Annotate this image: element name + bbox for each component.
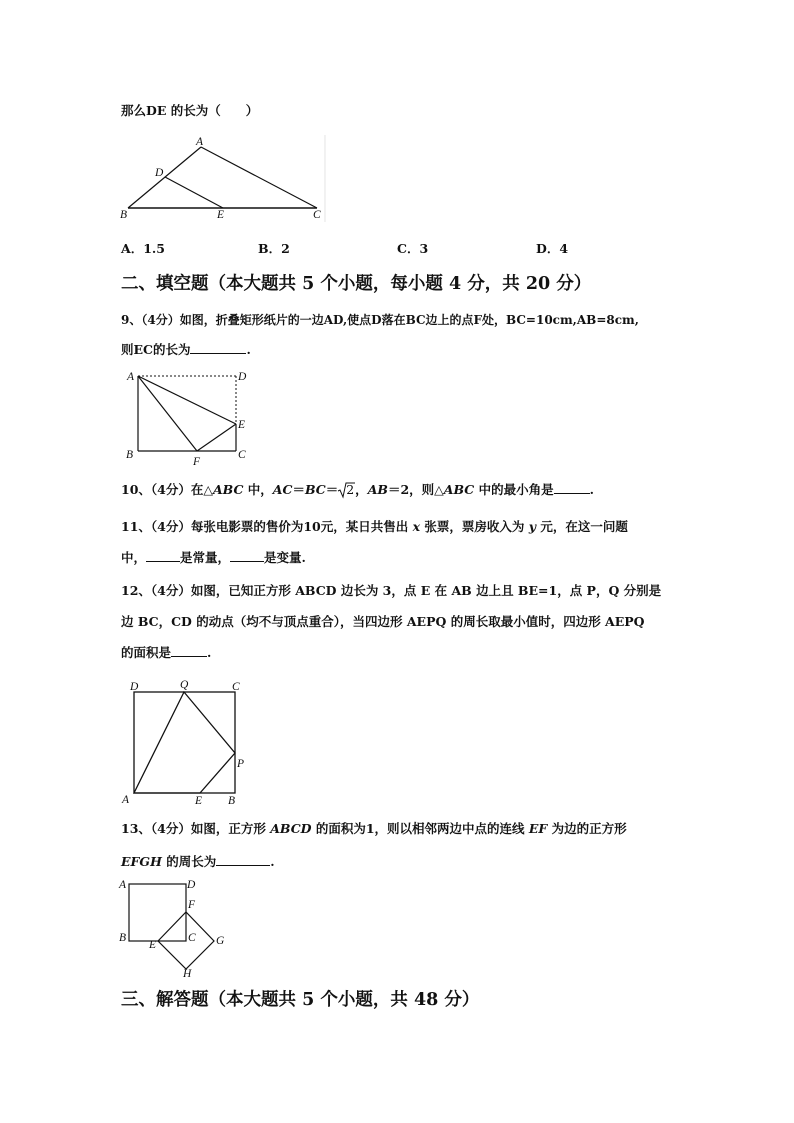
q8-option-a: A．1.5 bbox=[121, 241, 165, 256]
q9-rectangle-figure bbox=[122, 364, 257, 470]
q8-label-e: E bbox=[217, 209, 225, 221]
q9-line-2-prefix: 则EC的长为 bbox=[121, 342, 191, 357]
q10-line bbox=[121, 481, 594, 499]
q8-option-d: D．4 bbox=[536, 241, 569, 256]
q12-label-p: P bbox=[237, 758, 245, 770]
q11-blank-variable bbox=[230, 549, 264, 562]
q10-answer-blank bbox=[554, 481, 590, 494]
q9-answer-blank bbox=[190, 341, 246, 354]
q13-label-d: D bbox=[187, 879, 196, 891]
q13-ef: EF bbox=[528, 821, 548, 836]
q10-sqrt-sign bbox=[337, 481, 355, 499]
q8-option-b: B．2 bbox=[258, 241, 290, 256]
q13-abcd: ABCD bbox=[270, 821, 312, 836]
q10-bc: BC bbox=[304, 482, 326, 497]
q10-comma: ， bbox=[355, 482, 368, 497]
q8-option-c: C．3 bbox=[397, 241, 429, 256]
q13-line-2 bbox=[121, 853, 275, 871]
q10-mid-1: 中， bbox=[243, 482, 273, 497]
q12-line-1: 12、（4分）如图，已知正方形 ABCD 边长为 3，点 E 在 AB 边上且 BE=1，点 P，Q 分别是 bbox=[121, 583, 662, 598]
q11-blank-constant bbox=[146, 549, 180, 562]
q8-question-tail: 那么DE 的长为（ ） bbox=[121, 103, 259, 118]
q10-tail: 中的最小角是 bbox=[474, 482, 554, 497]
q9-segment-ae bbox=[138, 376, 236, 424]
q10-abc-2: ABC bbox=[443, 482, 475, 497]
q9-segment-af bbox=[138, 376, 197, 451]
q13-line-2a: 的周长为 bbox=[161, 854, 217, 869]
q8-label-a: A bbox=[196, 136, 204, 148]
q12-label-c: C bbox=[232, 681, 240, 693]
q10-sqrt-value: 2 bbox=[346, 482, 355, 497]
q11-line-2b: 是常量， bbox=[180, 550, 231, 565]
q10-end: . bbox=[589, 482, 594, 497]
q11-line-1a: 11、（4分）每张电影票的售价为10元，某日共售出 bbox=[121, 519, 413, 534]
section-3-heading: 三、解答题（本大题共 5 个小题，共 48 分） bbox=[121, 990, 480, 1010]
q13-label-f: F bbox=[188, 899, 196, 911]
q11-line-2a: 中， bbox=[121, 550, 147, 565]
q8-triangle-figure bbox=[110, 130, 330, 222]
q9-segment-fe bbox=[197, 424, 236, 451]
q11-line-2 bbox=[121, 549, 306, 567]
q10-eq-2: ＝ bbox=[325, 482, 339, 497]
q11-var-y: y bbox=[528, 519, 537, 534]
q13-line-1b: 的面积为1，则以相邻两边中点的连线 bbox=[311, 821, 529, 836]
q8-segment-ac bbox=[201, 147, 317, 208]
section-2-heading: 二、填空题（本大题共 5 个小题，每小题 4 分，共 20 分） bbox=[121, 274, 592, 294]
q13-line-2b: . bbox=[270, 854, 275, 869]
q10-eq-1: ＝ bbox=[292, 482, 305, 497]
q9-label-b: B bbox=[126, 449, 134, 461]
q8-segment-ba bbox=[128, 147, 201, 208]
q12-line-3-prefix: 的面积是 bbox=[121, 645, 172, 660]
q13-label-h: H bbox=[183, 968, 192, 980]
q12-label-b: B bbox=[228, 795, 236, 807]
q11-line-1 bbox=[121, 518, 628, 536]
q10-sqrt bbox=[338, 481, 354, 499]
q9-label-c: C bbox=[238, 449, 246, 461]
q10-prefix: 10、（4分）在△ bbox=[121, 482, 213, 497]
q13-line-1 bbox=[121, 820, 627, 838]
q8-label-b: B bbox=[120, 209, 128, 221]
q9-line-2-suffix: . bbox=[246, 342, 251, 357]
q12-answer-blank bbox=[171, 644, 207, 657]
q8-label-c: C bbox=[313, 209, 321, 221]
q13-answer-blank bbox=[216, 853, 270, 866]
q11-var-x: x bbox=[412, 519, 421, 534]
q13-line-1a: 13、（4分）如图，正方形 bbox=[121, 821, 271, 836]
q9-line-1: 9、（4分）如图，折叠矩形纸片的一边AD,使点D落在BC边上的点F处，BC=10cm,AB=8cm, bbox=[121, 313, 639, 327]
q12-quad-aepq bbox=[134, 692, 235, 793]
q10-abc-1: ABC bbox=[212, 482, 244, 497]
q8-label-d: D bbox=[155, 167, 164, 179]
q12-label-d: D bbox=[130, 681, 139, 693]
q12-label-e: E bbox=[195, 795, 203, 807]
q10-ac: AC bbox=[272, 482, 293, 497]
q13-label-c: C bbox=[188, 932, 196, 944]
q12-square-abcd bbox=[134, 692, 235, 793]
q9-label-f: F bbox=[193, 456, 201, 468]
q12-label-a: A bbox=[122, 794, 130, 806]
q13-label-a: A bbox=[119, 879, 127, 891]
q12-label-q: Q bbox=[180, 679, 189, 691]
q9-label-a: A bbox=[127, 371, 135, 383]
q13-square-figure bbox=[116, 874, 228, 980]
q12-line-3 bbox=[121, 644, 211, 662]
q12-square-figure bbox=[118, 676, 254, 810]
q11-line-1b: 张票，票房收入为 bbox=[420, 519, 529, 534]
q13-efgh: EFGH bbox=[121, 854, 162, 869]
q12-line-2: 边 BC，CD 的动点（均不与顶点重合），当四边形 AEPQ 的周长取最小值时，四边形 AEPQ bbox=[121, 614, 645, 629]
q11-line-1c: 元，在这一问题 bbox=[536, 519, 628, 534]
q9-label-e: E bbox=[238, 419, 246, 431]
q13-label-g: G bbox=[216, 935, 225, 947]
q12-line-3-suffix: . bbox=[207, 645, 212, 660]
q9-line-2 bbox=[121, 341, 251, 359]
q9-label-d: D bbox=[238, 371, 247, 383]
q13-label-e: E bbox=[149, 939, 157, 951]
q13-label-b: B bbox=[119, 932, 127, 944]
q10-ab-value: ＝2，则△ bbox=[387, 482, 444, 497]
q13-square-abcd bbox=[129, 884, 186, 941]
q13-line-1c: 为边的正方形 bbox=[547, 821, 627, 836]
q8-segment-de bbox=[165, 177, 223, 208]
q11-line-2c: 是变量. bbox=[264, 550, 306, 565]
q10-ab: AB bbox=[367, 482, 388, 497]
